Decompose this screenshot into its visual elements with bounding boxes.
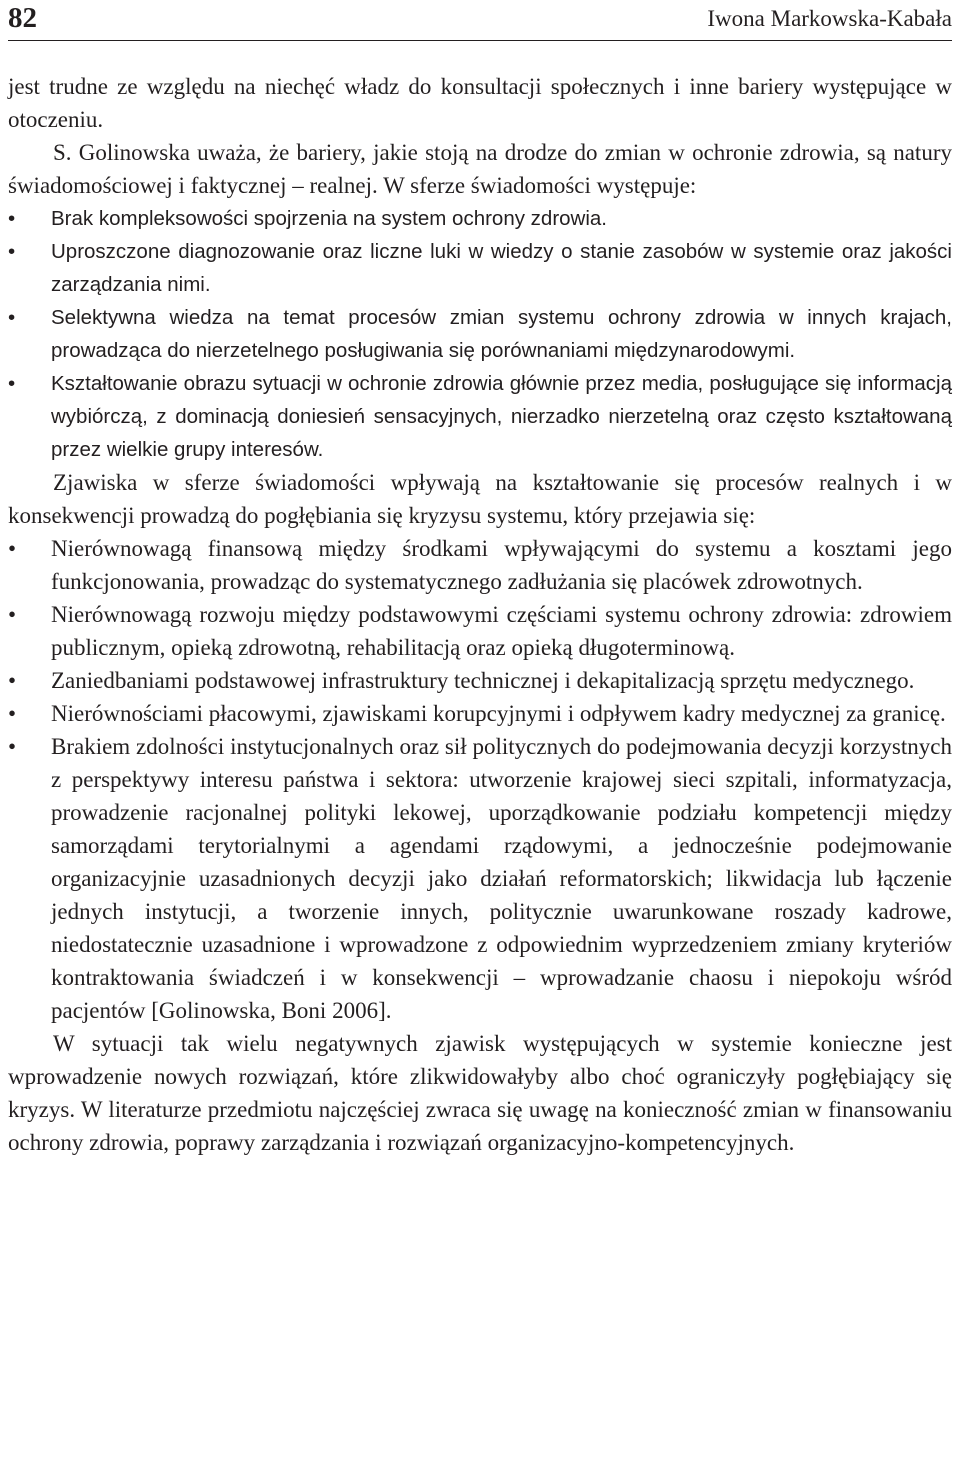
list-item-text: Nierównowagą finansową między środkami wpływającymi do systemu a kosztami jego funkcjonowania, prowadząc do systematycznego zadłużania się placówek zdrowotnych. bbox=[51, 536, 952, 594]
paragraph-continuation: jest trudne ze względu na niechęć władz do konsultacji społecznych i inne bariery występujące w otoczeniu. bbox=[8, 74, 952, 132]
bullet-icon: • bbox=[8, 207, 16, 230]
page-header bbox=[8, 0, 952, 41]
list-item bbox=[8, 202, 952, 235]
list-item-text: Selektywna wiedza na temat procesów zmian systemu ochrony zdrowia w innych krajach, prowadząca do nierzetelnego posługiwania się porównaniami międzynarodowymi. bbox=[51, 306, 952, 362]
list-item bbox=[8, 664, 952, 697]
list-item bbox=[8, 598, 952, 664]
list-item-text: Nierównościami płacowymi, zjawiskami korupcyjnymi i odpływem kadry medycznej za granicę. bbox=[51, 701, 946, 726]
list-item-text: Zaniedbaniami podstawowej infrastruktury technicznej i dekapitalizacją sprzętu medycznego. bbox=[51, 668, 915, 693]
list-item bbox=[8, 367, 952, 466]
bullet-icon: • bbox=[8, 701, 17, 726]
list-item bbox=[8, 697, 952, 730]
bullet-icon: • bbox=[8, 372, 16, 395]
awareness-barriers-list bbox=[8, 202, 952, 466]
list-item bbox=[8, 532, 952, 598]
list-item-text: Kształtowanie obrazu sytuacji w ochronie zdrowia głównie przez media, posługujące się informacją wybiórczą, z dominacją doniesień sensacyjnych, nierzadko nierzetelną oraz często kształtowaną przez wielkie grupy interesów. bbox=[51, 372, 952, 461]
paragraph-golinowska: S. Golinowska uważa, że bariery, jakie stoją na drodze do zmian w ochronie zdrowia, są natury świadomościowej i faktycznej – realnej. W sferze świadomości występuje: bbox=[8, 140, 952, 198]
list-item-text: Nierównowagą rozwoju między podstawowymi częściami systemu ochrony zdrowia: zdrowiem publicznym, opieką zdrowotną, rehabilitacją oraz opieką długoterminową. bbox=[51, 602, 952, 660]
bullet-icon: • bbox=[8, 668, 17, 693]
bullet-icon: • bbox=[8, 536, 17, 561]
list-item-text: Uproszczone diagnozowanie oraz liczne luki w wiedzy o stanie zasobów w systemie oraz jakości zarządzania nimi. bbox=[51, 240, 952, 296]
list-item-text: Brak kompleksowości spojrzenia na system ochrony zdrowia. bbox=[51, 207, 608, 230]
body-text bbox=[8, 70, 952, 1159]
bullet-icon: • bbox=[8, 306, 16, 329]
list-item bbox=[8, 301, 952, 367]
bullet-icon: • bbox=[8, 734, 17, 759]
list-item-text: Brakiem zdolności instytucjonalnych oraz sił politycznych do podejmowania decyzji korzystnych z perspektywy interesu państwa i sektora: utworzenie krajowej sieci szpitali, informatyzacja, prowadzenie racjonalnej polityki lekowej, uporządkowanie podziału kompetencji między samorządami terytorialnymi a agendami rządowymi, a jednocześnie podejmowanie organizacyjnie uzasadnionych decyzji jako działań reformatorskich; likwidacja lub łączenie jednych instytucji, a tworzenie innych, politycznie uwarunkowane roszady kadrowe, niedostatecznie uzasadnione i wprowadzone z odpowiednim wyprzedzeniem zmiany kryteriów kontraktowania świadczeń i w konsekwencji – wprowadzanie chaosu i niepokoju wśród pacjentów [Golinowska, Boni 2006]. bbox=[51, 734, 952, 1023]
running-head-author: Iwona Markowska-Kabała bbox=[707, 6, 952, 31]
real-barriers-list bbox=[8, 532, 952, 1027]
bullet-icon: • bbox=[8, 240, 16, 263]
list-item bbox=[8, 235, 952, 301]
paragraph-conclusion: W sytuacji tak wielu negatywnych zjawisk występujących w systemie konieczne jest wprowadzenie nowych rozwiązań, które zlikwidowałyby albo choć ograniczyły pogłębiający się kryzys. W literaturze przedmiotu najczęściej zwraca się uwagę na konieczność zmian w finansowaniu ochrony zdrowia, poprawy zarządzania i rozwiązań organizacyjno-kompetencyjnych. bbox=[8, 1031, 952, 1155]
list-item bbox=[8, 730, 952, 1027]
paragraph-real-processes: Zjawiska w sferze świadomości wpływają na kształtowanie się procesów realnych i w konsekwencji prowadzą do pogłębiania się kryzysu systemu, który przejawia się: bbox=[8, 470, 952, 528]
page-number: 82 bbox=[8, 2, 37, 34]
bullet-icon: • bbox=[8, 602, 17, 627]
